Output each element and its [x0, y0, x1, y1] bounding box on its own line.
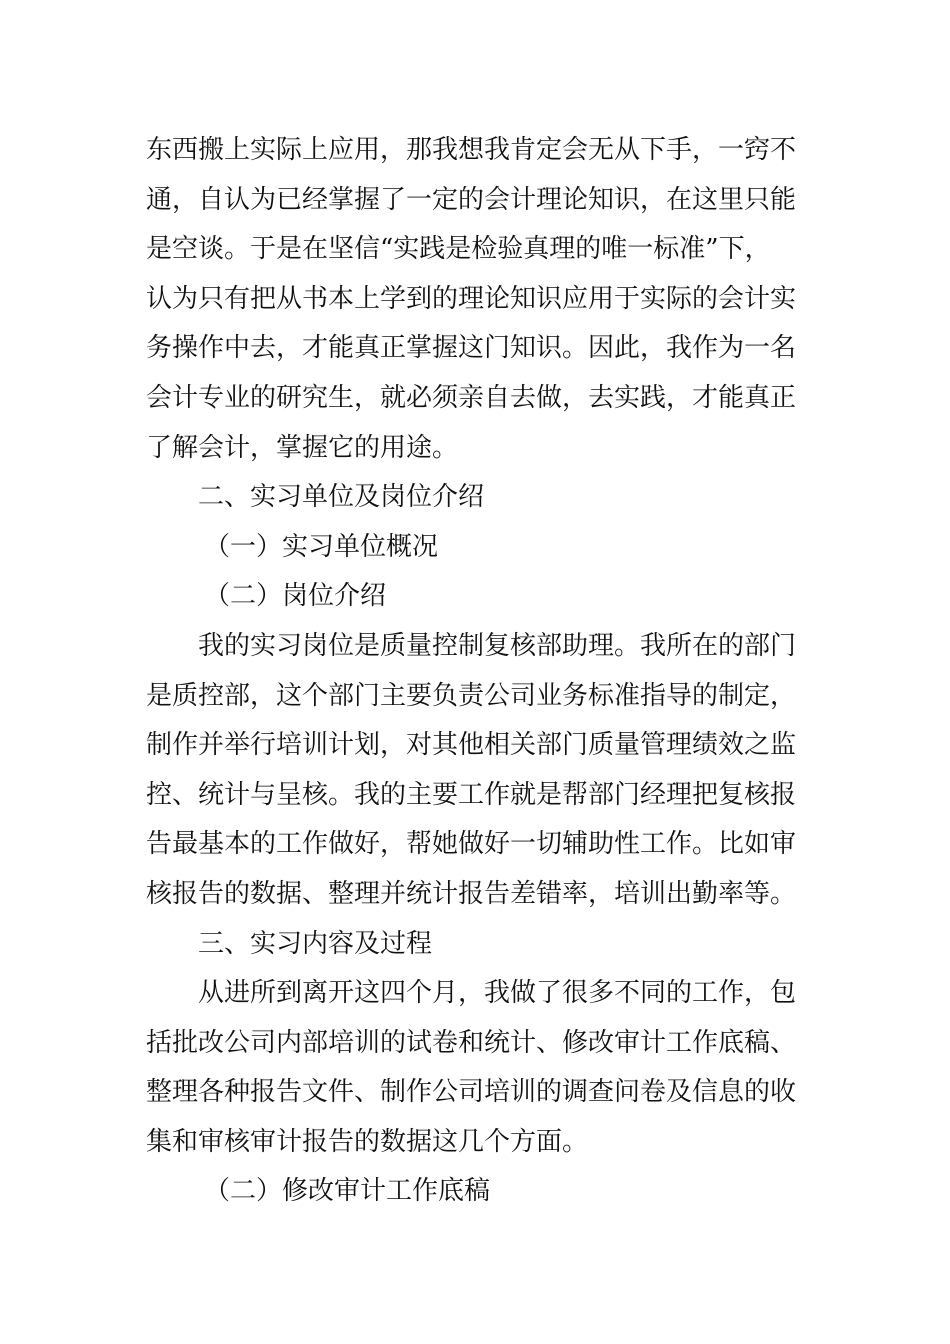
body-text-line: 括批改公司内部培训的试卷和统计、修改审计工作底稿、 — [146, 1027, 797, 1058]
body-text-line: 务操作中去，才能真正掌握这门知识。因此，我作为一名 — [146, 333, 797, 364]
body-text-line: 认为只有把从书本上学到的理论知识应用于实际的会计实 — [146, 283, 797, 314]
paragraph-first-line: 我的实习岗位是质量控制复核部助理。我所在的部门 — [198, 630, 797, 661]
body-text-line: 东西搬上实际上应用，那我想我肯定会无从下手，一窍不 — [146, 135, 797, 165]
subsection-heading: （二）岗位介绍 — [204, 581, 387, 612]
body-text-line: 是空谈。于是在坚信“实践是检验真理的唯一标准”下， — [146, 234, 771, 265]
body-text-line: 制作并举行培训计划，对其他相关部门质量管理绩效之监 — [146, 730, 797, 761]
body-text-line: 集和审核审计报告的数据这几个方面。 — [146, 1126, 589, 1157]
body-text-line: 是质控部，这个部门主要负责公司业务标准指导的制定， — [146, 680, 797, 711]
body-text-line: 核报告的数据、整理并统计报告差错率，培训出勤率等。 — [146, 878, 797, 909]
subsection-heading: （二）修改审计工作底稿 — [204, 1176, 491, 1207]
body-text-line: 会计专业的研究生，就必须亲自去做，去实践，才能真正 — [146, 382, 797, 413]
paragraph-first-line: 从进所到离开这四个月，我做了很多不同的工作，包 — [198, 978, 797, 1009]
section-heading: 三、实习内容及过程 — [198, 928, 433, 959]
section-heading: 二、实习单位及岗位介绍 — [198, 482, 485, 513]
body-text-line: 了解会计，掌握它的用途。 — [146, 432, 459, 463]
body-text-line: 告最基本的工作做好，帮她做好一切辅助性工作。比如审 — [146, 829, 797, 860]
body-text-line: 通，自认为已经掌握了一定的会计理论知识，在这里只能 — [146, 184, 797, 215]
subsection-heading: （一）实习单位概况 — [204, 531, 439, 562]
body-text-line: 整理各种报告文件、制作公司培训的调查问卷及信息的收 — [146, 1077, 797, 1108]
body-text-line: 控、统计与呈核。我的主要工作就是帮部门经理把复核报 — [146, 779, 797, 810]
